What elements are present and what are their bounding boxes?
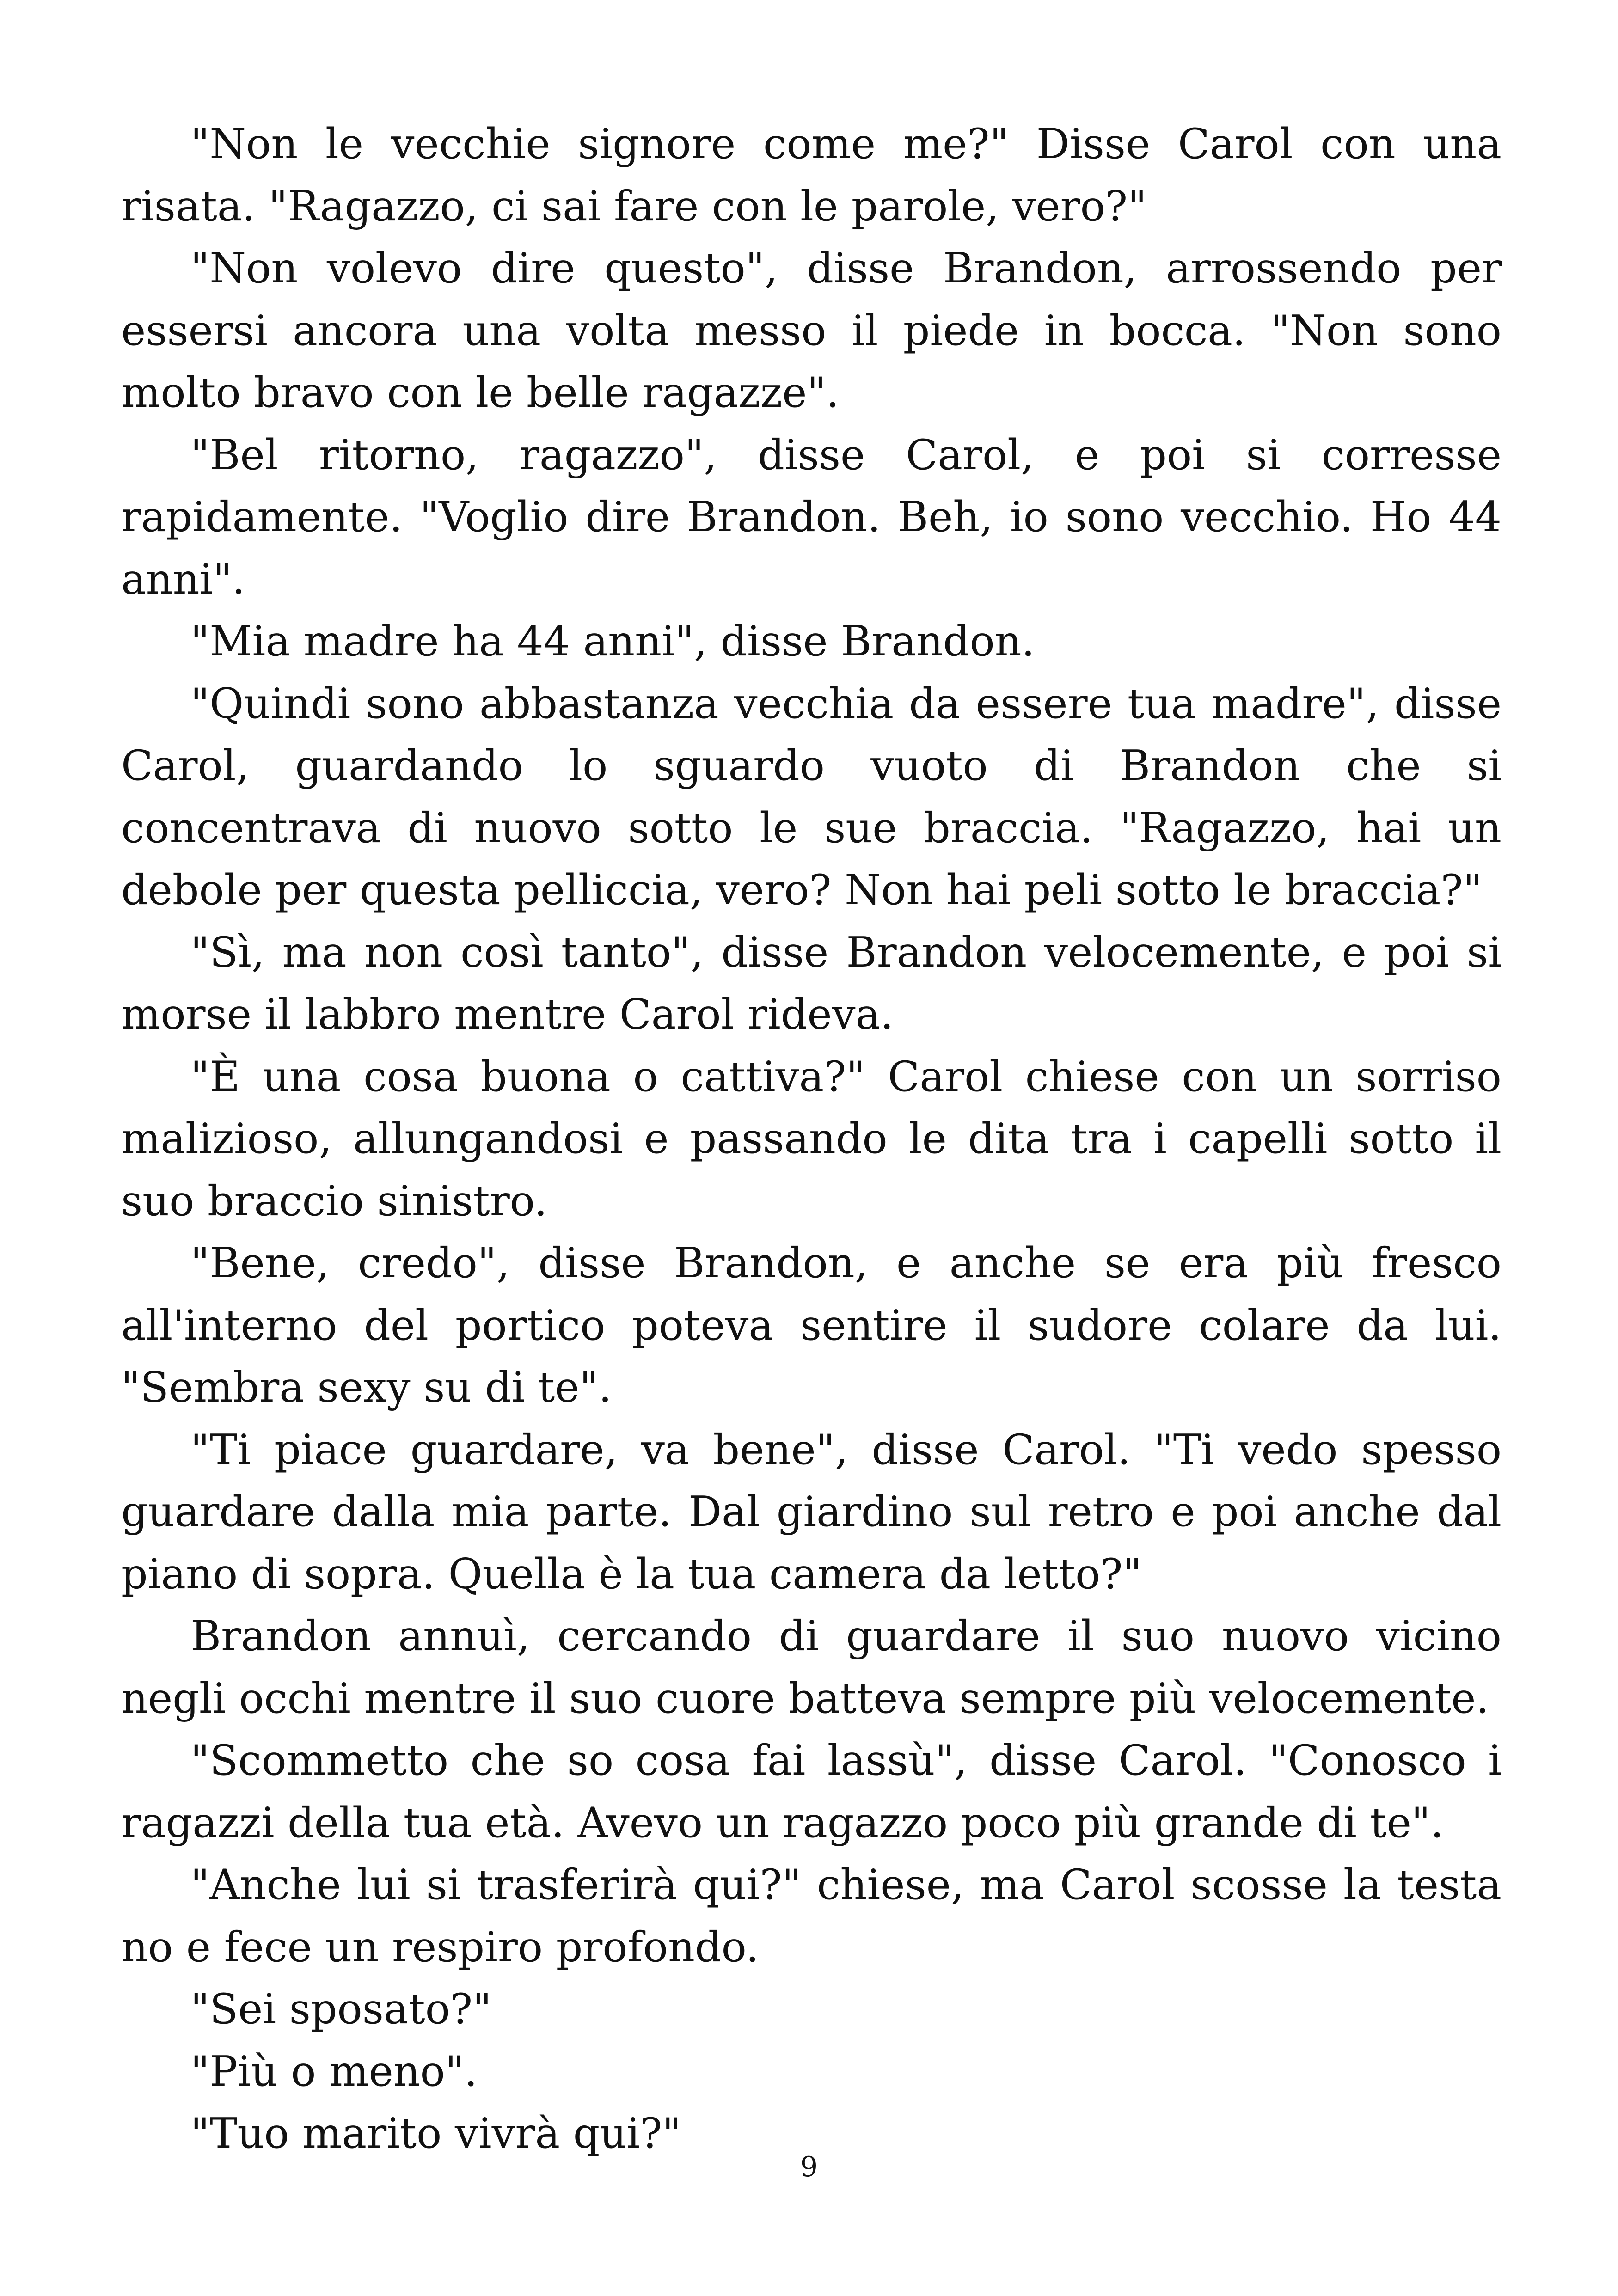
paragraph: "Non volevo dire questo", disse Brandon, arrossendo per essersi ancora una volta messo il piede in bocca. "Non sono molto bravo con le belle ragazze".: [121, 244, 1502, 417]
paragraph: "Più o meno".: [190, 2047, 478, 2096]
paragraph: "Quindi sono abbastanza vecchia da essere tua madre", disse Carol, guardando lo sguardo vuoto di Brandon che si concentrava di nuovo sotto le sue braccia. "Ragazzo, hai un debole per questa pelliccia, vero? Non hai peli sotto le braccia?": [121, 679, 1502, 914]
paragraph: "Ti piace guardare, va bene", disse Carol. "Ti vedo spesso guardare dalla mia parte. Dal giardino sul retro e poi anche dal piano di sopra. Quella è la tua camera da letto?": [121, 1425, 1502, 1598]
paragraph: "Non le vecchie signore come me?" Disse Carol con una risata. "Ragazzo, ci sai fare con le parole, vero?": [121, 120, 1502, 231]
paragraph: "Tuo marito vivrà qui?": [190, 2109, 681, 2158]
page-number: 9: [800, 2151, 818, 2183]
paragraph: "Bene, credo", disse Brandon, e anche se era più fresco all'interno del portico poteva sentire il sudore colare da lui. "Sembra sexy su di te".: [121, 1239, 1502, 1412]
body-text: [121, 113, 1502, 2165]
paragraph: "Bel ritorno, ragazzo", disse Carol, e poi si corresse rapidamente. "Voglio dire Brandon. Beh, io sono vecchio. Ho 44 anni".: [121, 430, 1502, 604]
paragraph: "Sì, ma non così tanto", disse Brandon velocemente, e poi si morse il labbro mentre Carol rideva.: [121, 928, 1502, 1039]
paragraph: Brandon annuì, cercando di guardare il suo nuovo vicino negli occhi mentre il suo cuore batteva sempre più velocemente.: [121, 1612, 1502, 1723]
paragraph: "Anche lui si trasferirà qui?" chiese, ma Carol scosse la testa no e fece un respiro profondo.: [121, 1861, 1502, 1971]
paragraph: "Scommetto che so cosa fai lassù", disse Carol. "Conosco i ragazzi della tua età. Avevo un ragazzo poco più grande di te".: [121, 1736, 1502, 1847]
paragraph: "Mia madre ha 44 anni", disse Brandon.: [190, 617, 1035, 666]
paragraph: "Sei sposato?": [190, 1985, 492, 2033]
paragraph: "È una cosa buona o cattiva?" Carol chiese con un sorriso malizioso, allungandosi e passando le dita tra i capelli sotto il suo braccio sinistro.: [121, 1052, 1502, 1225]
